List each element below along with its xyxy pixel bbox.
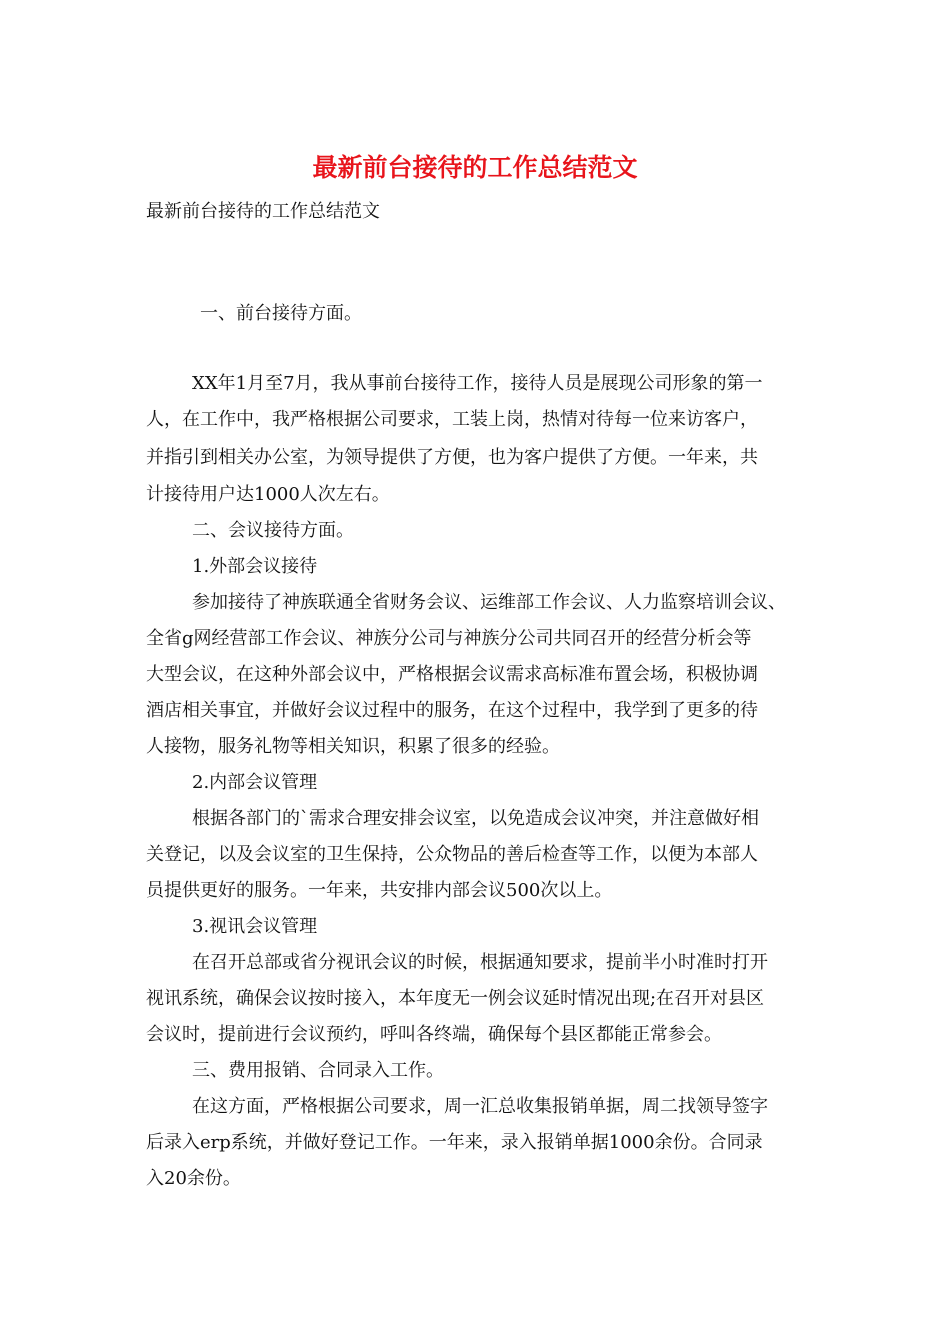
paragraph-line: 计接待用户达1000人次左右。 [146, 484, 390, 505]
paragraph-line: 酒店相关事宜，并做好会议过程中的服务，在这个过程中，我学到了更多的待 [146, 700, 758, 721]
paragraph-line: 关登记，以及会议室的卫生保持，公众物品的善后检查等工作，以便为本部人 [146, 844, 758, 865]
section-heading: 一、前台接待方面。 [200, 303, 362, 324]
paragraph-line: 并指引到相关办公室，为领导提供了方便，也为客户提供了方便。一年来，共 [146, 447, 758, 468]
paragraph-line: 根据各部门的`需求合理安排会议室，以免造成会议冲突，并注意做好相 [192, 808, 759, 829]
paragraph-line: 在召开总部或省分视讯会议的时候，根据通知要求，提前半小时准时打开 [192, 952, 768, 973]
paragraph-line: 人，在工作中，我严格根据公司要求，工装上岗，热情对待每一位来访客户， [146, 409, 758, 430]
section-heading: 二、会议接待方面。 [192, 520, 354, 541]
section-heading: 三、费用报销、合同录入工作。 [192, 1060, 444, 1081]
paragraph-line: XX年1月至7月，我从事前台接待工作，接待人员是展现公司形象的第一 [192, 373, 763, 394]
paragraph-line: 会议时，提前进行会议预约，呼叫各终端，确保每个县区都能正常参会。 [146, 1024, 722, 1045]
subsection-heading: 1.外部会议接待 [192, 556, 318, 577]
paragraph-line: 员提供更好的服务。一年来，共安排内部会议500次以上。 [146, 880, 613, 901]
document-title: 最新前台接待的工作总结范文 [312, 153, 638, 182]
paragraph-line: 参加接待了神族联通全省财务会议、运维部工作会议、人力监察培训会议、 [192, 592, 786, 613]
subsection-heading: 2.内部会议管理 [192, 772, 318, 793]
paragraph-line: 视讯系统，确保会议按时接入，本年度无一例会议延时情况出现;在召开对县区 [146, 988, 765, 1009]
subsection-heading: 3.视讯会议管理 [192, 916, 318, 937]
paragraph-line: 入20余份。 [146, 1168, 241, 1189]
document-subtitle: 最新前台接待的工作总结范文 [146, 201, 380, 222]
paragraph-line: 在这方面，严格根据公司要求，周一汇总收集报销单据，周二找领导签字 [192, 1096, 768, 1117]
paragraph-line: 大型会议，在这种外部会议中，严格根据会议需求高标准布置会场，积极协调 [146, 664, 758, 685]
paragraph-line: 全省g网经营部工作会议、神族分公司与神族分公司共同召开的经营分析会等 [146, 628, 752, 649]
paragraph-line: 人接物，服务礼物等相关知识，积累了很多的经验。 [146, 736, 560, 757]
paragraph-line: 后录入erp系统，并做好登记工作。一年来，录入报销单据1000余份。合同录 [146, 1132, 763, 1153]
